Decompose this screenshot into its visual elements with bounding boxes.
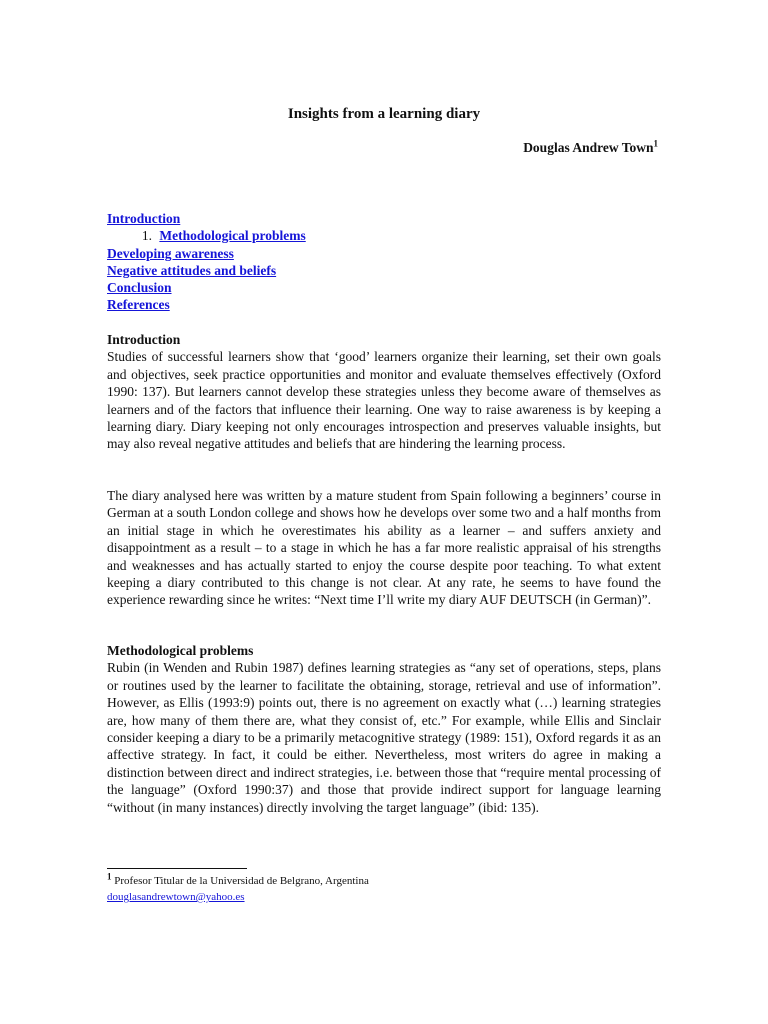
- toc-link-methodological-problems[interactable]: Methodological problems: [159, 228, 306, 244]
- section-heading: Introduction: [107, 332, 181, 347]
- table-of-contents: [107, 210, 667, 314]
- section-introduction-continued: [107, 487, 661, 609]
- section-methodological-problems: [107, 642, 661, 816]
- author-line: [523, 139, 658, 157]
- paragraph: The diary analysed here was written by a mature student from Spain following a beginners’ course in German at a south London college and shows how he develops over some two and a half months from an initial stage in which he overestimates his ability as a learner – and suffers anxiety and disappointment as a result – to a stage in which he has a far more realistic appraisal of his strengths and weaknesses and has actually started to enjoy the course despite poor teaching. To what extent keeping a diary contributed to this change is not clear. At any rate, he seems to have found the experience rewarding since he writes: “Next time I’ll write my diary AUF DEUTSCH (in German)”.: [107, 488, 661, 608]
- toc-subitem: [107, 227, 667, 244]
- footnote: [107, 873, 667, 905]
- toc-link-developing-awareness[interactable]: Developing awareness: [107, 245, 234, 261]
- footnote-marker: 1: [107, 871, 112, 882]
- author-footnote-marker[interactable]: 1: [653, 138, 658, 149]
- toc-link-conclusion[interactable]: Conclusion: [107, 280, 172, 296]
- paragraph: Rubin (in Wenden and Rubin 1987) defines learning strategies as “any set of operations, steps, plans or routines used by the learner to facilitate the obtaining, storage, retrieval and use of information”. However, as Ellis (1993:9) points out, there is no agreement on exactly what (…) learning strategies are, how many of them there are, what they consist of, etc.” For example, while Ellis and Sinclair consider keeping a diary to be a primarily metacognitive strategy (1989: 151), Oxford regards it as an affective strategy. In fact, it could be either. Nevertheless, most writers do agree in making a distinction between direct and indirect strategies, i.e. between those that “require mental processing of the language” (Oxford 1990:37) and those that provide indirect support for language learning “without (in many instances) directly involving the target language” (ibid: 135).: [107, 660, 661, 815]
- section-introduction: [107, 331, 661, 453]
- toc-item-number: 1.: [141, 228, 152, 244]
- section-heading: Methodological problems: [107, 643, 254, 658]
- email-link[interactable]: douglasandrewtown@yahoo.es: [107, 891, 245, 903]
- paragraph: Studies of successful learners show that ‘good’ learners organize their learning, set their own goals and objectives, seek practice opportunities and monitor and evaluate themselves effectively (Oxford 1990: 137). But learners cannot develop these strategies unless they become aware of themselves as learners and of the factors that influence their learning. One way to raise awareness is by keeping a learning diary. Diary keeping not only encourages introspection and preserves valuable insights, but may also reveal negative attitudes and beliefs that are hindering the learning process.: [107, 349, 661, 452]
- author-name: Douglas Andrew Town: [523, 140, 654, 155]
- footnote-text: Profesor Titular de la Universidad de Belgrano, Argentina: [114, 875, 369, 887]
- document-title: Insights from a learning diary: [287, 106, 481, 122]
- toc-link-negative-attitudes[interactable]: Negative attitudes and beliefs: [107, 262, 277, 278]
- toc-link-introduction[interactable]: Introduction: [107, 211, 181, 226]
- footnote-separator: [107, 868, 247, 869]
- footnote-line: [107, 873, 667, 889]
- toc-link-references[interactable]: References: [107, 297, 170, 313]
